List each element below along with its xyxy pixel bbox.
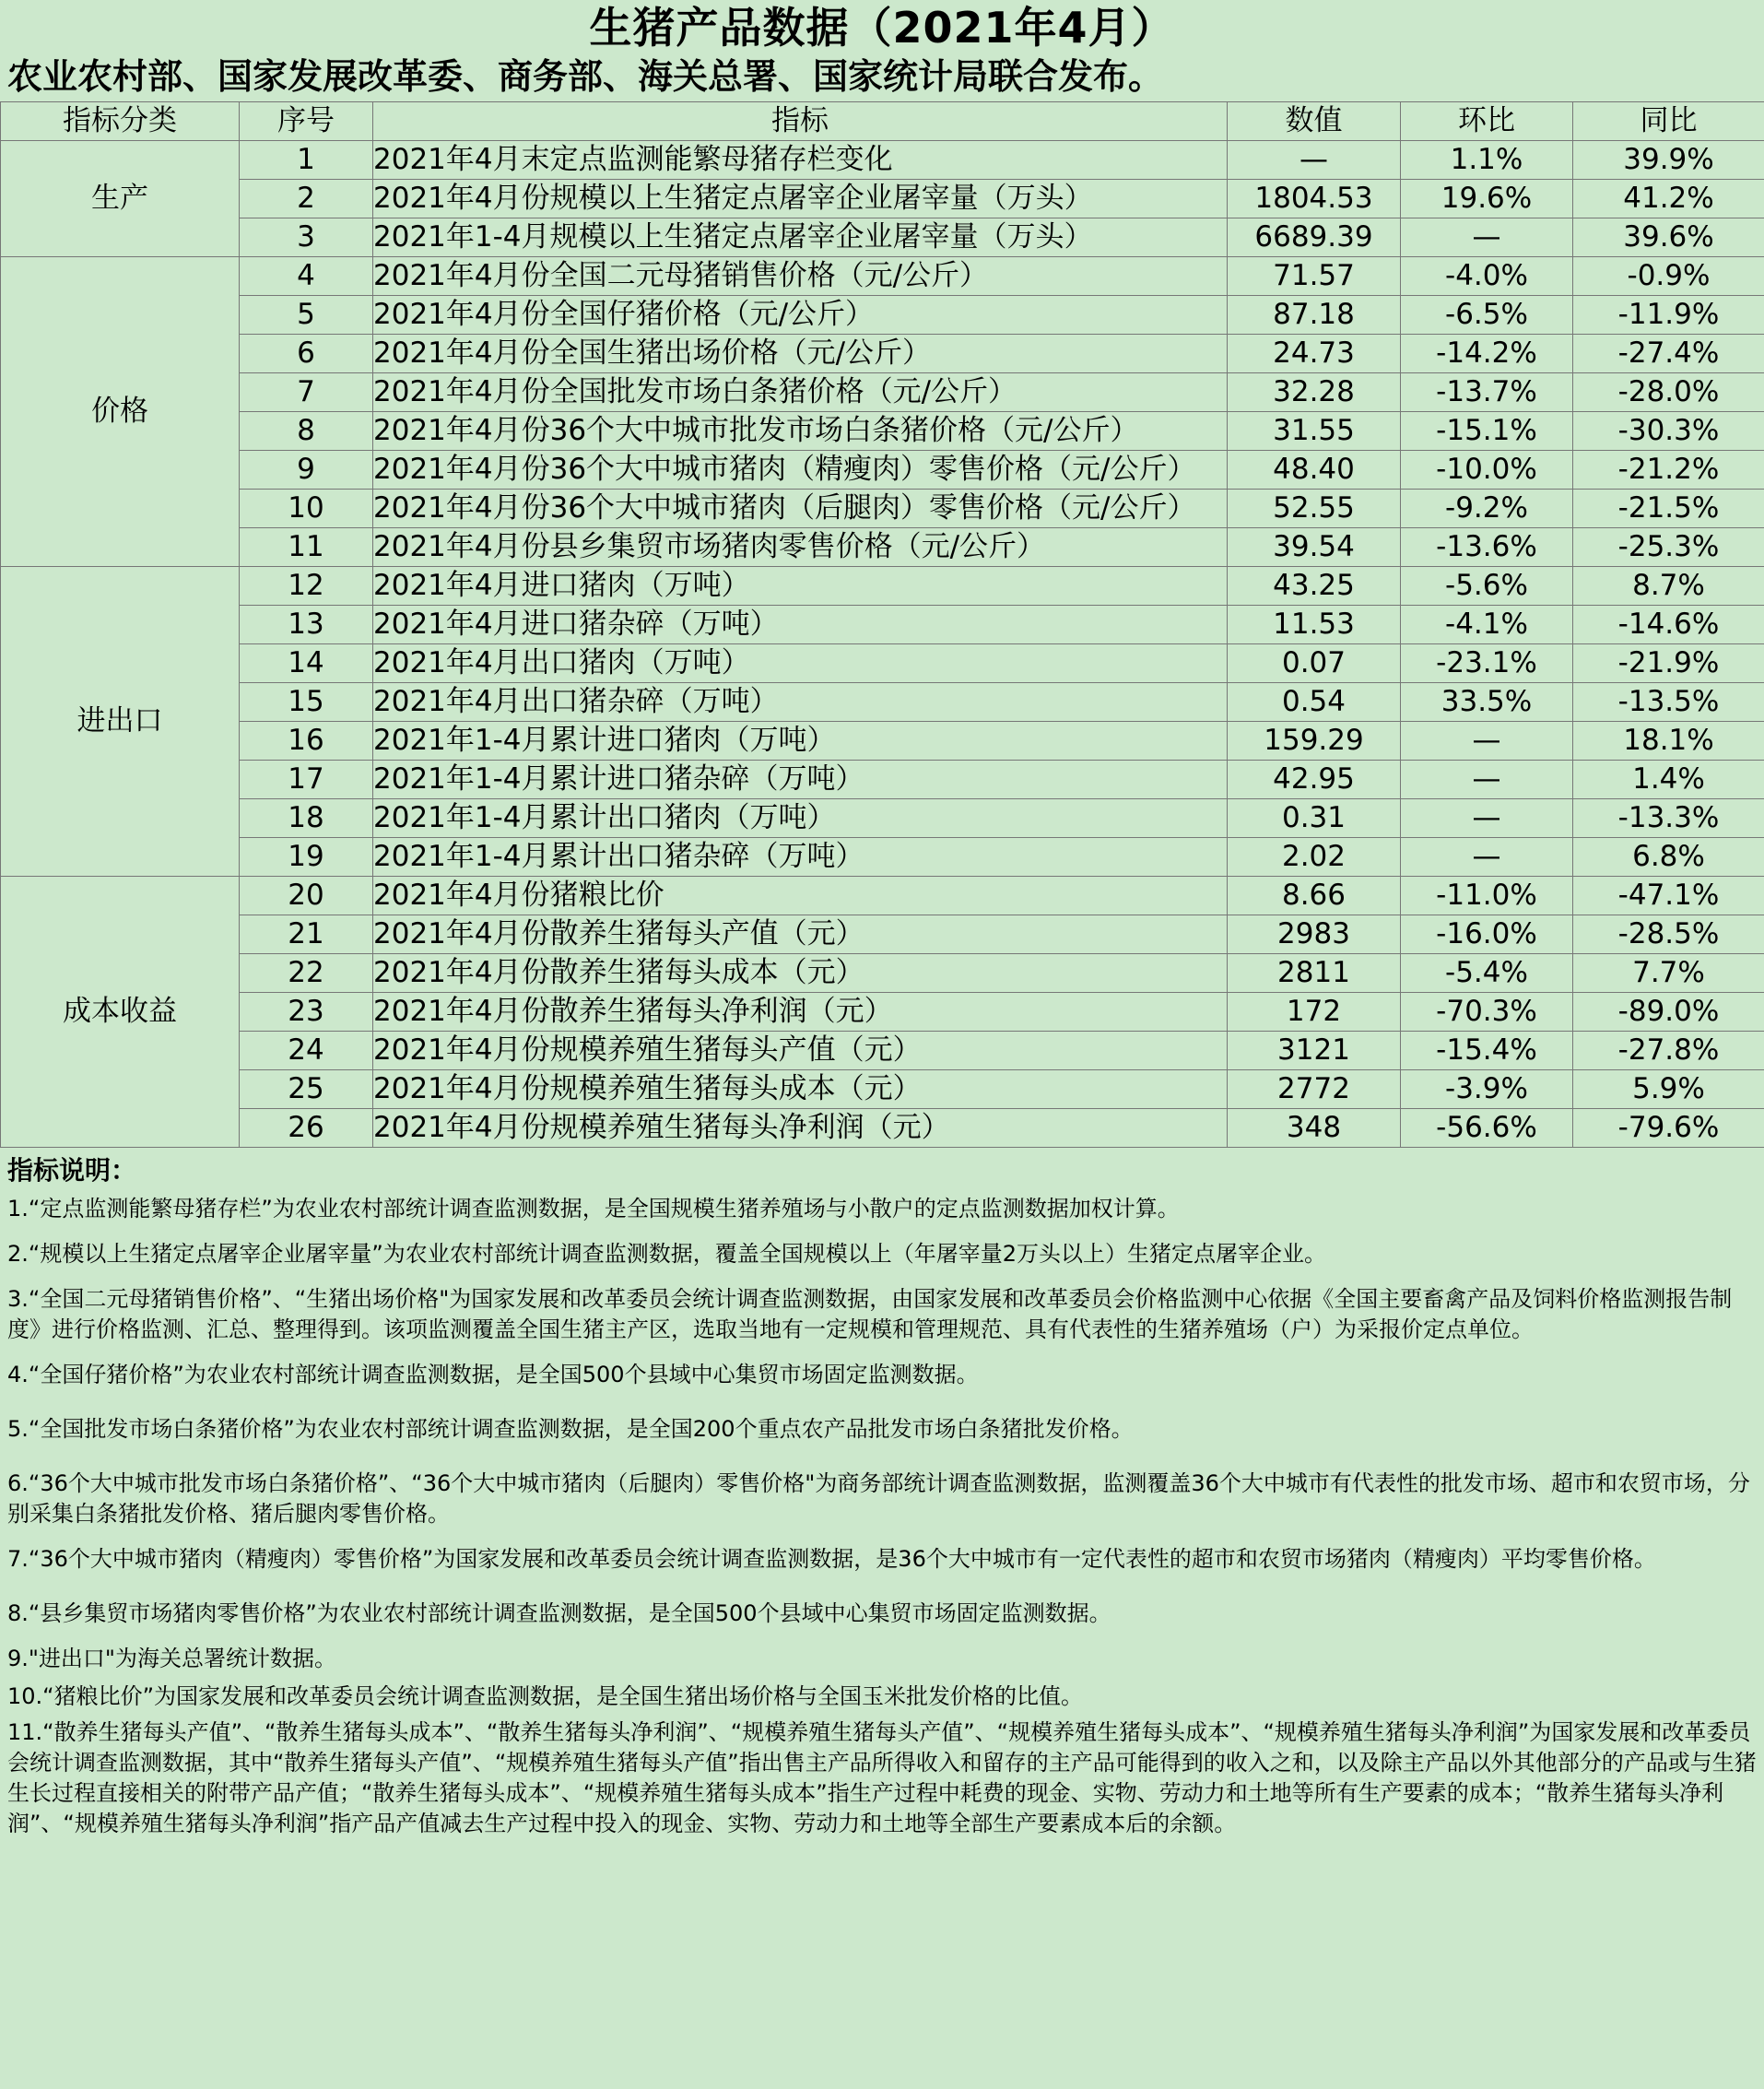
note-item: 8.“县乡集贸市场猪肉零售价格”为农业农村部统计调查监测数据，是全国500个县域中心集贸市场固定监测数据。 bbox=[7, 1600, 1111, 1626]
yoy-cell: -21.5% bbox=[1573, 490, 1764, 528]
yoy-cell: 8.7% bbox=[1573, 567, 1764, 606]
row-number: 3 bbox=[240, 218, 373, 257]
header-indicator: 指标 bbox=[373, 102, 1228, 141]
header-number: 序号 bbox=[240, 102, 373, 141]
value-cell: 159.29 bbox=[1228, 722, 1401, 761]
mom-cell: -4.1% bbox=[1401, 606, 1573, 644]
mom-cell: -9.2% bbox=[1401, 490, 1573, 528]
indicator-cell: 2021年4月份散养生猪每头产值（元） bbox=[373, 915, 1228, 954]
table-row bbox=[1, 412, 1764, 451]
mom-cell: — bbox=[1401, 838, 1573, 877]
indicator-cell: 2021年4月份36个大中城市猪肉（后腿肉）零售价格（元/公斤） bbox=[373, 490, 1228, 528]
mom-cell: -23.1% bbox=[1401, 644, 1573, 683]
header-mom: 环比 bbox=[1401, 102, 1573, 141]
notes-section bbox=[0, 1194, 1764, 1839]
yoy-cell: -28.5% bbox=[1573, 915, 1764, 954]
row-number: 26 bbox=[240, 1109, 373, 1148]
mom-cell: -15.1% bbox=[1401, 412, 1573, 451]
table-row bbox=[1, 799, 1764, 838]
note-item: 4.“全国仔猪价格”为农业农村部统计调查监测数据，是全国500个县域中心集贸市场固定监测数据。 bbox=[7, 1362, 979, 1387]
value-cell: 8.66 bbox=[1228, 877, 1401, 915]
row-number: 15 bbox=[240, 683, 373, 722]
mom-cell: -15.4% bbox=[1401, 1032, 1573, 1070]
indicator-cell: 2021年4月进口猪杂碎（万吨） bbox=[373, 606, 1228, 644]
note-item: 1.“定点监测能繁母猪存栏”为农业农村部统计调查监测数据，是全国规模生猪养殖场与小散户的定点监测数据加权计算。 bbox=[7, 1196, 1180, 1222]
row-number: 20 bbox=[240, 877, 373, 915]
indicator-cell: 2021年4月份散养生猪每头成本（元） bbox=[373, 954, 1228, 993]
value-cell: 0.54 bbox=[1228, 683, 1401, 722]
table-row bbox=[1, 257, 1764, 296]
mom-cell: -14.2% bbox=[1401, 335, 1573, 373]
value-cell: 2.02 bbox=[1228, 838, 1401, 877]
yoy-cell: 1.4% bbox=[1573, 761, 1764, 799]
table-row bbox=[1, 373, 1764, 412]
value-cell: 2811 bbox=[1228, 954, 1401, 993]
value-cell: 6689.39 bbox=[1228, 218, 1401, 257]
mom-cell: -11.0% bbox=[1401, 877, 1573, 915]
yoy-cell: -89.0% bbox=[1573, 993, 1764, 1032]
table-row bbox=[1, 528, 1764, 567]
indicator-cell: 2021年1-4月累计进口猪肉（万吨） bbox=[373, 722, 1228, 761]
table-row bbox=[1, 722, 1764, 761]
note-item: 2.“规模以上生猪定点屠宰企业屠宰量”为农业农村部统计调查监测数据，覆盖全国规模以上（年屠宰量2万头以上）生猪定点屠宰企业。 bbox=[7, 1241, 1327, 1267]
page-title: 生猪产品数据（2021年4月） bbox=[589, 3, 1175, 53]
row-number: 2 bbox=[240, 180, 373, 218]
yoy-cell: -28.0% bbox=[1573, 373, 1764, 412]
mom-cell: -10.0% bbox=[1401, 451, 1573, 490]
table-row bbox=[1, 877, 1764, 915]
row-number: 13 bbox=[240, 606, 373, 644]
yoy-cell: -47.1% bbox=[1573, 877, 1764, 915]
header-value: 数值 bbox=[1228, 102, 1401, 141]
value-cell: 0.31 bbox=[1228, 799, 1401, 838]
note-item: 10.“猪粮比价”为国家发展和改革委员会统计调查监测数据，是全国生猪出场价格与全国玉米批发价格的比值。 bbox=[7, 1683, 1084, 1709]
indicator-cell: 2021年4月出口猪肉（万吨） bbox=[373, 644, 1228, 683]
value-cell: 48.40 bbox=[1228, 451, 1401, 490]
row-number: 6 bbox=[240, 335, 373, 373]
row-number: 10 bbox=[240, 490, 373, 528]
indicator-cell: 2021年1-4月累计进口猪杂碎（万吨） bbox=[373, 761, 1228, 799]
table-row bbox=[1, 335, 1764, 373]
row-number: 22 bbox=[240, 954, 373, 993]
mom-cell: -3.9% bbox=[1401, 1070, 1573, 1109]
indicator-cell: 2021年4月份猪粮比价 bbox=[373, 877, 1228, 915]
value-cell: 87.18 bbox=[1228, 296, 1401, 335]
indicator-cell: 2021年4月份规模养殖生猪每头净利润（元） bbox=[373, 1109, 1228, 1148]
indicator-cell: 2021年4月份36个大中城市猪肉（精瘦肉）零售价格（元/公斤） bbox=[373, 451, 1228, 490]
table-row bbox=[1, 296, 1764, 335]
indicator-cell: 2021年4月份36个大中城市批发市场白条猪价格（元/公斤） bbox=[373, 412, 1228, 451]
value-cell: 0.07 bbox=[1228, 644, 1401, 683]
mom-cell: -56.6% bbox=[1401, 1109, 1573, 1148]
indicator-cell: 2021年4月末定点监测能繁母猪存栏变化 bbox=[373, 141, 1228, 180]
mom-cell: -5.6% bbox=[1401, 567, 1573, 606]
row-number: 5 bbox=[240, 296, 373, 335]
row-number: 1 bbox=[240, 141, 373, 180]
table-row bbox=[1, 1070, 1764, 1109]
value-cell: 3121 bbox=[1228, 1032, 1401, 1070]
table-row bbox=[1, 141, 1764, 180]
row-number: 25 bbox=[240, 1070, 373, 1109]
row-number: 19 bbox=[240, 838, 373, 877]
indicator-cell: 2021年4月份县乡集贸市场猪肉零售价格（元/公斤） bbox=[373, 528, 1228, 567]
table-row bbox=[1, 606, 1764, 644]
value-cell: 172 bbox=[1228, 993, 1401, 1032]
yoy-cell: -25.3% bbox=[1573, 528, 1764, 567]
table-row bbox=[1, 1109, 1764, 1148]
mom-cell: -70.3% bbox=[1401, 993, 1573, 1032]
indicator-cell: 2021年1-4月规模以上生猪定点屠宰企业屠宰量（万头） bbox=[373, 218, 1228, 257]
page-subtitle: 农业农村部、国家发展改革委、商务部、海关总署、国家统计局联合发布。 bbox=[7, 56, 1164, 97]
value-cell: 71.57 bbox=[1228, 257, 1401, 296]
table-row bbox=[1, 915, 1764, 954]
table-row bbox=[1, 954, 1764, 993]
yoy-cell: 18.1% bbox=[1573, 722, 1764, 761]
yoy-cell: -13.5% bbox=[1573, 683, 1764, 722]
yoy-cell: -27.8% bbox=[1573, 1032, 1764, 1070]
mom-cell: 19.6% bbox=[1401, 180, 1573, 218]
note-item: 5.“全国批发市场白条猪价格”为农业农村部统计调查监测数据，是全国200个重点农产品批发市场白条猪批发价格。 bbox=[7, 1416, 1134, 1442]
value-cell: 348 bbox=[1228, 1109, 1401, 1148]
note-item: 6.“36个大中城市批发市场白条猪价格”、“36个大中城市猪肉（后腿肉）零售价格"为商务部统计调查监测数据，监测覆盖36个大中城市有代表性的批发市场、超市和农贸市场，分别采集白条猪批发价格、猪后腿肉零售价格。 bbox=[7, 1470, 1750, 1527]
notes-title: 指标说明： bbox=[7, 1155, 137, 1186]
value-cell: 1804.53 bbox=[1228, 180, 1401, 218]
mom-cell: -4.0% bbox=[1401, 257, 1573, 296]
data-table bbox=[0, 101, 1764, 1148]
row-number: 14 bbox=[240, 644, 373, 683]
mom-cell: — bbox=[1401, 722, 1573, 761]
header-category: 指标分类 bbox=[1, 102, 240, 141]
table-row bbox=[1, 644, 1764, 683]
table-header-row bbox=[1, 102, 1764, 141]
indicator-cell: 2021年4月份规模养殖生猪每头产值（元） bbox=[373, 1032, 1228, 1070]
table-row bbox=[1, 838, 1764, 877]
yoy-cell: 39.9% bbox=[1573, 141, 1764, 180]
mom-cell: 33.5% bbox=[1401, 683, 1573, 722]
value-cell: 32.28 bbox=[1228, 373, 1401, 412]
category-cell: 进出口 bbox=[1, 567, 240, 877]
category-cell: 生产 bbox=[1, 141, 240, 257]
mom-cell: -5.4% bbox=[1401, 954, 1573, 993]
row-number: 24 bbox=[240, 1032, 373, 1070]
value-cell: 43.25 bbox=[1228, 567, 1401, 606]
value-cell: 52.55 bbox=[1228, 490, 1401, 528]
indicator-cell: 2021年4月份全国二元母猪销售价格（元/公斤） bbox=[373, 257, 1228, 296]
yoy-cell: -14.6% bbox=[1573, 606, 1764, 644]
table-body bbox=[1, 141, 1764, 1148]
row-number: 18 bbox=[240, 799, 373, 838]
table-row bbox=[1, 993, 1764, 1032]
yoy-cell: -30.3% bbox=[1573, 412, 1764, 451]
indicator-cell: 2021年1-4月累计出口猪肉（万吨） bbox=[373, 799, 1228, 838]
table-row bbox=[1, 1032, 1764, 1070]
yoy-cell: -21.9% bbox=[1573, 644, 1764, 683]
yoy-cell: 41.2% bbox=[1573, 180, 1764, 218]
yoy-cell: 39.6% bbox=[1573, 218, 1764, 257]
table-row bbox=[1, 761, 1764, 799]
indicator-cell: 2021年4月份散养生猪每头净利润（元） bbox=[373, 993, 1228, 1032]
yoy-cell: -11.9% bbox=[1573, 296, 1764, 335]
note-item: 3.“全国二元母猪销售价格”、“生猪出场价格"为国家发展和改革委员会统计调查监测数据，由国家发展和改革委员会价格监测中心依据《全国主要畜禽产品及饲料价格监测报告制度》进行价格监测、汇总、整理得到。该项监测覆盖全国生猪主产区，选取当地有一定规模和管理规范、具有代表性的生猪养殖场（户）为采报价定点单位。 bbox=[7, 1286, 1733, 1342]
table-row bbox=[1, 490, 1764, 528]
value-cell: 39.54 bbox=[1228, 528, 1401, 567]
indicator-cell: 2021年4月进口猪肉（万吨） bbox=[373, 567, 1228, 606]
indicator-cell: 2021年4月出口猪杂碎（万吨） bbox=[373, 683, 1228, 722]
indicator-cell: 2021年4月份全国批发市场白条猪价格（元/公斤） bbox=[373, 373, 1228, 412]
note-item: 7.“36个大中城市猪肉（精瘦肉）零售价格”为国家发展和改革委员会统计调查监测数据，是36个大中城市有一定代表性的超市和农贸市场猪肉（精瘦肉）平均零售价格。 bbox=[7, 1546, 1656, 1572]
mom-cell: — bbox=[1401, 799, 1573, 838]
row-number: 16 bbox=[240, 722, 373, 761]
yoy-cell: 7.7% bbox=[1573, 954, 1764, 993]
indicator-cell: 2021年4月份规模养殖生猪每头成本（元） bbox=[373, 1070, 1228, 1109]
category-cell: 价格 bbox=[1, 257, 240, 567]
mom-cell: -13.6% bbox=[1401, 528, 1573, 567]
yoy-cell: -0.9% bbox=[1573, 257, 1764, 296]
value-cell: 42.95 bbox=[1228, 761, 1401, 799]
mom-cell: — bbox=[1401, 761, 1573, 799]
value-cell: 31.55 bbox=[1228, 412, 1401, 451]
value-cell: 2983 bbox=[1228, 915, 1401, 954]
yoy-cell: -13.3% bbox=[1573, 799, 1764, 838]
indicator-cell: 2021年1-4月累计出口猪杂碎（万吨） bbox=[373, 838, 1228, 877]
header-yoy: 同比 bbox=[1573, 102, 1764, 141]
row-number: 4 bbox=[240, 257, 373, 296]
row-number: 7 bbox=[240, 373, 373, 412]
table-row bbox=[1, 451, 1764, 490]
mom-cell: -16.0% bbox=[1401, 915, 1573, 954]
yoy-cell: 6.8% bbox=[1573, 838, 1764, 877]
value-cell: 11.53 bbox=[1228, 606, 1401, 644]
indicator-cell: 2021年4月份全国仔猪价格（元/公斤） bbox=[373, 296, 1228, 335]
value-cell: — bbox=[1228, 141, 1401, 180]
table-row bbox=[1, 683, 1764, 722]
indicator-cell: 2021年4月份全国生猪出场价格（元/公斤） bbox=[373, 335, 1228, 373]
yoy-cell: -79.6% bbox=[1573, 1109, 1764, 1148]
table-row bbox=[1, 218, 1764, 257]
mom-cell: -6.5% bbox=[1401, 296, 1573, 335]
row-number: 17 bbox=[240, 761, 373, 799]
indicator-cell: 2021年4月份规模以上生猪定点屠宰企业屠宰量（万头） bbox=[373, 180, 1228, 218]
note-item: 9."进出口"为海关总署统计数据。 bbox=[7, 1646, 336, 1671]
mom-cell: 1.1% bbox=[1401, 141, 1573, 180]
row-number: 12 bbox=[240, 567, 373, 606]
yoy-cell: -27.4% bbox=[1573, 335, 1764, 373]
mom-cell: — bbox=[1401, 218, 1573, 257]
yoy-cell: -21.2% bbox=[1573, 451, 1764, 490]
row-number: 9 bbox=[240, 451, 373, 490]
row-number: 11 bbox=[240, 528, 373, 567]
row-number: 8 bbox=[240, 412, 373, 451]
row-number: 21 bbox=[240, 915, 373, 954]
yoy-cell: 5.9% bbox=[1573, 1070, 1764, 1109]
value-cell: 2772 bbox=[1228, 1070, 1401, 1109]
value-cell: 24.73 bbox=[1228, 335, 1401, 373]
note-item: 11.“散养生猪每头产值”、“散养生猪每头成本”、“散养生猪每头净利润”、“规模养殖生猪每头产值”、“规模养殖生猪每头成本”、“规模养殖生猪每头净利润”为国家发展和改革委员会统计调查监测数据，其中“散养生猪每头产值”、“规模养殖生猪每头产值”指出售主产品所得收入和留存的主产品可能得到的收入之和，以及除主产品以外其他部分的产品或与生猪生长过程直接相关的附带产品产值；“散养生猪每头成本”、“规模养殖生猪每头成本”指生产过程中耗费的现金、实物、劳动力和土地等所有生产要素的成本；“散养生猪每头净利润”、“规模养殖生猪每头净利润”指产品产值减去生产过程中投入的现金、实物、劳动力和土地等全部生产要素成本后的余额。 bbox=[7, 1719, 1757, 1836]
row-number: 23 bbox=[240, 993, 373, 1032]
mom-cell: -13.7% bbox=[1401, 373, 1573, 412]
table-row bbox=[1, 567, 1764, 606]
table-row bbox=[1, 180, 1764, 218]
category-cell: 成本收益 bbox=[1, 877, 240, 1148]
